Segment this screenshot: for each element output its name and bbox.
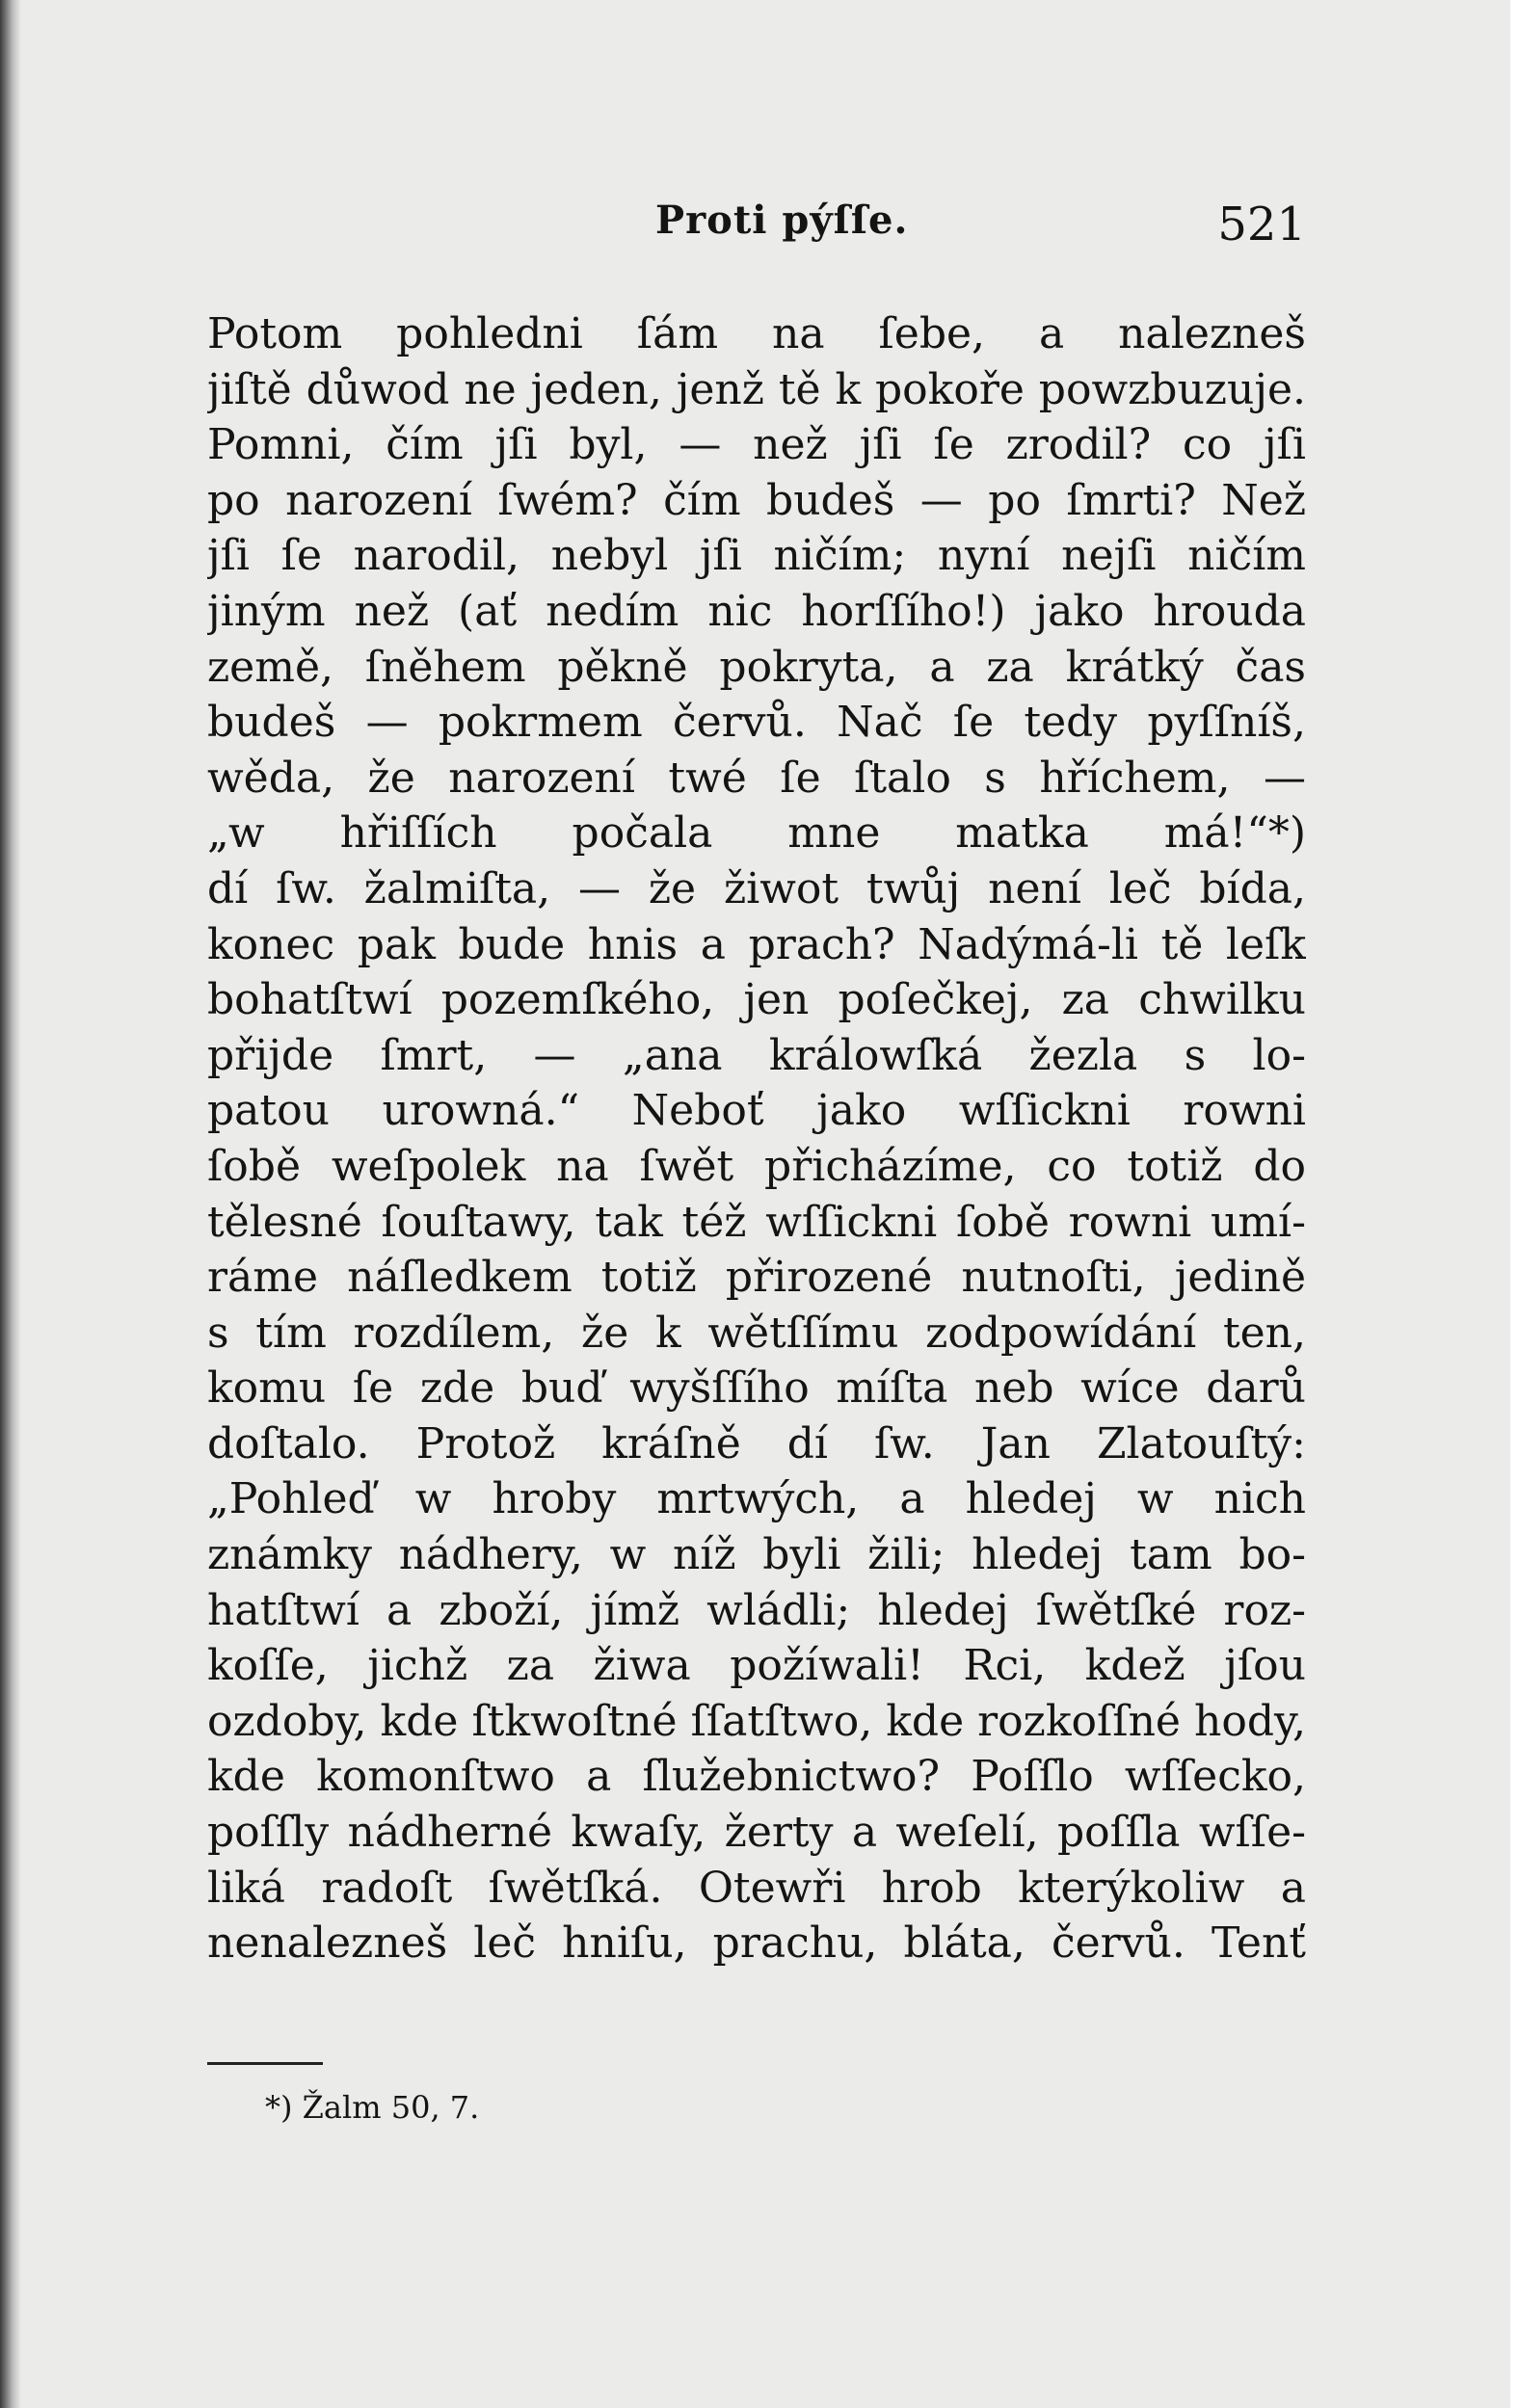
text-line: komu ſe zde buď wyšſſího míſta neb wíce darů <box>207 1363 1306 1414</box>
page-gutter-shadow <box>0 0 21 2408</box>
text-line: budeš — pokrmem červů. Nač ſe tedy pyſſníš, <box>207 698 1306 748</box>
text-line: „Pohleď w hroby mrtwých, a hledej w nich <box>207 1474 1306 1524</box>
text-line: Potom pohledni ſám na ſebe, a nalezneš <box>207 309 1306 358</box>
text-line: wěda, že narození twé ſe ſtalo s hříchem, — <box>207 753 1306 803</box>
running-title: Proti pýſſe. <box>655 198 909 243</box>
text-line: ozdoby, kde ſtkwoſtné ſſatſtwo, kde rozkoſſné hody, <box>207 1696 1306 1746</box>
text-line: kde komonſtwo a ſlužebnictwo? Poſſlo wſſecko, <box>207 1752 1306 1802</box>
text-line: tělesné ſouſtawy, tak též wſſickni ſobě rowni umí- <box>207 1197 1306 1247</box>
text-line: známky nádhery, w níž byli žili; hledej tam bo- <box>207 1530 1306 1580</box>
text-line: Pomni, čím jſi byl, — než jſi ſe zrodil? co jſi <box>207 420 1306 470</box>
text-line: patou urowná.“ Neboť jako wſſickni rowni <box>207 1086 1306 1136</box>
text-line: liká radoſt ſwětſká. Otewři hrob kterýkoliw a <box>207 1863 1306 1913</box>
text-line: koſſe, jichž za žiwa požíwali! Rci, kdež jſou <box>207 1641 1306 1691</box>
text-line: ſobě weſpolek na ſwět přicházíme, co totiž do <box>207 1141 1306 1191</box>
text-line: doſtalo. Protož kráſně dí ſw. Jan Zlatouſtý: <box>207 1418 1306 1469</box>
text-line: bohatſtwí pozemſkého, jen poſečkej, za chwilku <box>207 975 1306 1025</box>
page-number: 521 <box>1217 198 1306 251</box>
text-line: hatſtwí a zboží, jímž wládli; hledej ſwětſké roz- <box>207 1585 1306 1635</box>
text-line: jſi ſe narodil, nebyl jſi ničím; nyní nejſi ničím <box>207 531 1306 581</box>
text-line: poſſly nádherné kwaſy, žerty a weſelí, poſſla wſſe- <box>207 1808 1306 1858</box>
text-line: nenalezneš leč hniſu, prachu, bláta, červů. Tenť <box>207 1918 1306 1969</box>
text-line: konec pak bude hnis a prach? Nadýmá-li tě leſk <box>207 919 1306 969</box>
text-line: jiným než (ať nedím nic horſſího!) jako hrouda <box>207 586 1306 636</box>
footnote-rule <box>207 2062 323 2065</box>
body-text <box>207 306 1306 1971</box>
text-line: jiſtě důwod ne jeden, jenž tě k pokoře powzbuzuje. <box>207 364 1306 414</box>
text-line: ráme náſledkem totiž přirozené nutnoſti, jedině <box>207 1253 1306 1303</box>
footnote: *) Žalm 50, 7. <box>265 2089 480 2126</box>
text-line: s tím rozdílem, že k wětſſímu zodpowídání ten, <box>207 1308 1306 1358</box>
page-edge <box>1510 0 1518 2408</box>
text-line: země, ſněhem pěkně pokryta, a za krátký čas <box>207 642 1306 692</box>
text-line: přijde ſmrt, — „ana králowſká žezla s lo- <box>207 1030 1306 1080</box>
text-line: dí ſw. žalmiſta, — že žiwot twůj není leč bída, <box>207 863 1306 913</box>
text-line: po narození ſwém? čím budeš — po ſmrti? Než <box>207 475 1306 525</box>
page-header <box>207 198 1306 259</box>
text-line: „w hřiſſích počala mne matka má!“*) <box>207 808 1306 859</box>
